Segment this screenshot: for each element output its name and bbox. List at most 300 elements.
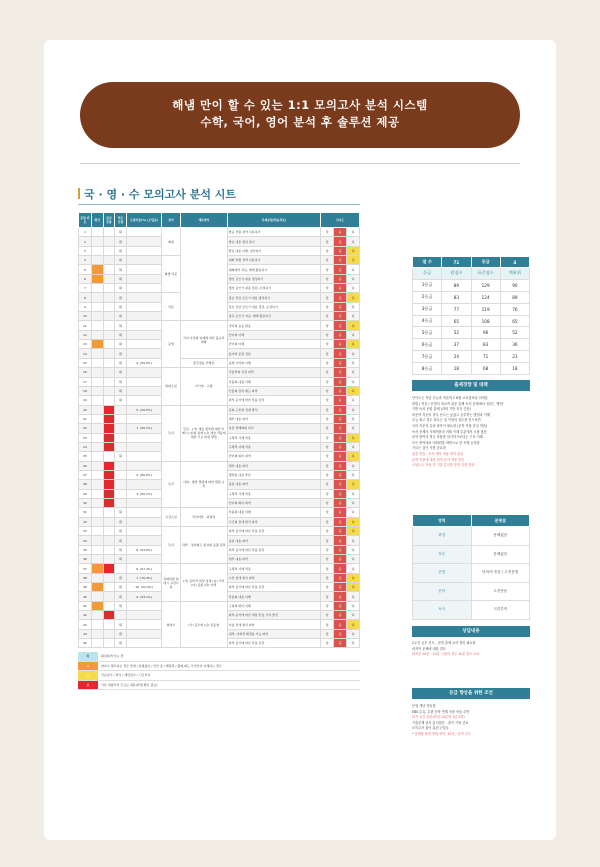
error-rate — [126, 414, 161, 423]
difficulty-low: 하 — [347, 386, 360, 395]
legend-row — [78, 680, 360, 690]
analysis-table-header — [79, 213, 360, 228]
difficulty-low: 하 — [347, 573, 360, 582]
row-number: 27 — [79, 470, 92, 479]
difficulty-high: 상 — [321, 555, 334, 564]
error-rate — [126, 274, 161, 283]
difficulty-low: 하 — [347, 611, 360, 620]
trend-text — [412, 396, 530, 469]
difficulty-mid: 중 — [334, 340, 347, 349]
wrong-cell — [103, 498, 115, 507]
difficulty-low: 하 — [347, 470, 360, 479]
weakness-table — [412, 514, 530, 620]
check-cell — [91, 555, 103, 564]
grade-cell: 4등급 — [413, 315, 442, 327]
difficulty-mid: 중 — [334, 573, 347, 582]
sure-cell: 확 — [115, 517, 127, 526]
check-cell — [91, 358, 103, 367]
solution-line: * 문제를 풀면 방법 파악, 10문 / 문학 진도 — [412, 731, 471, 736]
area-cell: 독서 — [162, 461, 181, 508]
trend-line: 기르는 것이 가장 중요함 — [412, 446, 446, 451]
error-rate — [126, 639, 161, 648]
difficulty-high: 상 — [321, 321, 334, 330]
wrong-cell — [103, 508, 115, 517]
grade-cell: 90 — [500, 279, 529, 291]
weak-area: 독서 — [413, 601, 472, 620]
difficulty-mid: 중 — [334, 564, 347, 573]
legend-swatch: o — [78, 661, 98, 671]
grade-cell: 7등급 — [413, 351, 442, 363]
sure-cell: 확 — [115, 349, 127, 358]
difficulty-high: 상 — [321, 358, 334, 367]
subarea-cell: 작자미상 - 최현전 — [180, 508, 227, 527]
difficulty-mid: 중 — [334, 583, 347, 592]
legend-swatch: 오 — [78, 680, 98, 690]
error-rate — [126, 330, 161, 339]
row-number: 41 — [79, 601, 92, 610]
check-cell — [91, 284, 103, 293]
wrong-cell — [103, 265, 115, 274]
grade-cell: 71 — [471, 351, 500, 363]
check-cell — [91, 349, 103, 358]
table-row — [79, 405, 360, 414]
difficulty-mid: 중 — [334, 498, 347, 507]
question-type: 대화에서 자료, 매체 활용하기 — [227, 265, 321, 274]
question-type: 생성 글쓰기 내용 생성하기 — [227, 274, 321, 283]
table-row — [79, 601, 360, 610]
sure-cell: 확 — [115, 312, 127, 321]
grade-row — [413, 303, 530, 315]
difficulty-low: 하 — [347, 555, 360, 564]
error-rate — [126, 620, 161, 629]
difficulty-low: 하 — [347, 498, 360, 507]
difficulty-mid: 중 — [334, 330, 347, 339]
difficulty-low: 하 — [347, 368, 360, 377]
sure-cell: 확 — [115, 555, 127, 564]
difficulty-high: 상 — [321, 330, 334, 339]
question-type: 중세 국어의 이해 — [227, 358, 321, 367]
grade-cell: 24 — [442, 351, 471, 363]
row-number: 21 — [79, 414, 92, 423]
grade-header: 71 — [442, 257, 471, 268]
question-type: 외적 준거에 따른 작품 감상 — [227, 396, 321, 405]
row-number: 35 — [79, 545, 92, 554]
difficulty-high: 상 — [321, 573, 334, 582]
sure-cell: 확 — [115, 573, 127, 582]
trend-line: 문학 작품에 대한 외적 준거 적용 연습 — [412, 457, 465, 462]
question-type: 단어의 이해 — [227, 340, 321, 349]
difficulty-mid: 중 — [334, 629, 347, 638]
check-cell — [91, 629, 103, 638]
grade-cell: 89 — [500, 291, 529, 303]
difficulty-low: 하 — [347, 601, 360, 610]
difficulty-high: 상 — [321, 461, 334, 470]
sure-cell: 확 — [115, 340, 127, 349]
sure-cell — [115, 480, 127, 489]
check-cell — [91, 293, 103, 302]
check-cell — [91, 545, 103, 554]
check-cell — [91, 330, 103, 339]
difficulty-low: 하 — [347, 517, 360, 526]
sure-cell — [115, 611, 127, 620]
sure-cell: 확 — [115, 284, 127, 293]
wrong-cell — [103, 555, 115, 564]
sure-cell: 확 — [115, 386, 127, 395]
grade-header: 점 수 — [413, 257, 442, 268]
check-cell — [91, 377, 103, 386]
legend-label: 확실하게 아는 경 — [98, 652, 360, 661]
row-number: 37 — [79, 564, 92, 573]
difficulty-high: 상 — [321, 405, 334, 414]
grade-cell: 2등급 — [413, 291, 442, 303]
difficulty-low: 하 — [347, 321, 360, 330]
grade-table — [412, 256, 530, 375]
error-rate: 3. (60.1%) — [126, 489, 161, 498]
difficulty-high: 상 — [321, 302, 334, 311]
wrong-cell — [103, 517, 115, 526]
row-number: 31 — [79, 508, 92, 517]
difficulty-low: 하 — [347, 564, 360, 573]
sure-cell: 확 — [115, 246, 127, 255]
row-number: 15 — [79, 358, 92, 367]
wrong-cell — [103, 228, 115, 237]
table-row — [79, 564, 360, 573]
grade-cell: 52 — [500, 327, 529, 339]
difficulty-high: 상 — [321, 246, 334, 255]
difficulty-high: 상 — [321, 386, 334, 395]
solution-line: 화작 시간 훈련(화법 10분씩 1일 2회) — [412, 715, 465, 720]
check-cell — [91, 414, 103, 423]
row-number: 17 — [79, 377, 92, 386]
trend-title: 출제경향 및 대책 — [412, 380, 530, 391]
table-row — [79, 321, 360, 330]
solution-line: EBS 수특, 수완 문학 연계 작품 학습 수반 — [412, 709, 470, 714]
wrong-cell — [103, 592, 115, 601]
check-cell — [91, 433, 103, 442]
wrong-cell — [103, 564, 115, 573]
difficulty-high: 상 — [321, 452, 334, 461]
check-cell — [91, 508, 103, 517]
difficulty-mid: 중 — [334, 377, 347, 386]
difficulty-mid: 중 — [334, 639, 347, 648]
sure-cell: 확 — [115, 620, 127, 629]
difficulty-low: 하 — [347, 246, 360, 255]
area-cell: 화법 작문 — [162, 256, 181, 293]
row-number: 5 — [79, 265, 92, 274]
difficulty-low: 하 — [347, 461, 360, 470]
grade-cell: 96 — [471, 327, 500, 339]
header-cell: 문항 번호 — [79, 213, 92, 228]
difficulty-low: 하 — [347, 256, 360, 265]
difficulty-low: 하 — [347, 629, 360, 638]
difficulty-high: 상 — [321, 545, 334, 554]
error-rate — [126, 452, 161, 461]
row-number: 18 — [79, 386, 92, 395]
wrong-cell — [103, 583, 115, 592]
question-type: 외적 준거에 따른 작품 감상 — [227, 527, 321, 536]
subarea-cell: (가) 김수영 (나) 신동엽 — [180, 601, 227, 648]
difficulty-mid: 중 — [334, 620, 347, 629]
subarea-cell: 이기영 - 고향 — [180, 368, 227, 405]
difficulty-mid: 중 — [334, 461, 347, 470]
difficulty-high: 상 — [321, 480, 334, 489]
subarea-cell: 사회 - 행정 법령에 대한 법원 규칙 — [180, 461, 227, 508]
difficulty-low: 하 — [347, 452, 360, 461]
area-cell: 문법 — [162, 321, 181, 368]
question-type: 대화 상황 전략 사용하기 — [227, 256, 321, 265]
legend-table — [78, 652, 360, 690]
difficulty-low: 하 — [347, 639, 360, 648]
wrong-cell — [103, 527, 115, 536]
weak-row — [413, 564, 530, 583]
question-type: 서술상의 특징 파악 — [227, 368, 321, 377]
weak-problem: 문제없음 — [471, 545, 530, 564]
difficulty-low: 하 — [347, 237, 360, 246]
row-number: 12 — [79, 330, 92, 339]
check-cell — [91, 489, 103, 498]
difficulty-high: 상 — [321, 442, 334, 451]
trend-line: 문학 영역의 경우 작품을 암기하기보다는 구조 이해 — [412, 435, 483, 440]
sure-cell: 확 — [115, 274, 127, 283]
grade-cell: 65 — [500, 315, 529, 327]
row-number: 45 — [79, 639, 92, 648]
question-type: 발표 내용 생성 하기 — [227, 237, 321, 246]
difficulty-mid: 중 — [334, 312, 347, 321]
sure-cell: 확 — [115, 302, 127, 311]
grade-subheader-cell: 등급 — [413, 268, 442, 280]
row-number: 3 — [79, 246, 92, 255]
difficulty-mid: 중 — [334, 265, 347, 274]
check-cell — [91, 583, 103, 592]
row-number: 13 — [79, 340, 92, 349]
question-type: 외적 준거에 따른 작품 감상 — [227, 583, 321, 592]
check-cell — [91, 321, 103, 330]
difficulty-mid: 중 — [334, 368, 347, 377]
row-number: 9 — [79, 302, 92, 311]
check-cell — [91, 386, 103, 395]
difficulty-low: 하 — [347, 284, 360, 293]
difficulty-mid: 중 — [334, 489, 347, 498]
question-type: 세부 내용 파악 — [227, 555, 321, 564]
wrong-cell — [103, 274, 115, 283]
difficulty-mid: 중 — [334, 228, 347, 237]
grade-row — [413, 315, 530, 327]
grade-subheader-cell: 원점수 — [442, 268, 471, 280]
trend-line: 난이도는 작년 수능과 비슷하고 6월 교육청보다 어려움 — [412, 396, 488, 400]
check-cell — [91, 228, 103, 237]
wrong-cell — [103, 461, 115, 470]
check-cell — [91, 302, 103, 311]
difficulty-mid: 중 — [334, 414, 347, 423]
difficulty-mid: 중 — [334, 480, 347, 489]
weak-header: 문제점 — [471, 515, 530, 527]
difficulty-mid: 중 — [334, 358, 347, 367]
error-rate — [126, 265, 161, 274]
check-cell — [91, 601, 103, 610]
check-cell — [91, 424, 103, 433]
difficulty-low: 하 — [347, 349, 360, 358]
error-rate: 7. (56.1%) — [126, 424, 161, 433]
error-rate — [126, 321, 161, 330]
difficulty-low: 하 — [347, 274, 360, 283]
title-underline — [78, 204, 360, 205]
difficulty-low: 하 — [347, 480, 360, 489]
row-number: 22 — [79, 424, 92, 433]
subarea-cell — [180, 228, 227, 321]
difficulty-mid: 중 — [334, 405, 347, 414]
sure-cell: 확 — [115, 629, 127, 638]
error-rate — [126, 237, 161, 246]
wrong-cell — [103, 470, 115, 479]
sure-cell: 확 — [115, 293, 127, 302]
legend-label: 기본 개념부터 모르는 내용(학생 확인 필요) — [98, 680, 360, 690]
row-number: 33 — [79, 527, 92, 536]
header-banner — [80, 82, 520, 148]
check-cell — [91, 527, 103, 536]
difficulty-mid: 중 — [334, 246, 347, 255]
question-type: 중심 내용 파악 — [227, 536, 321, 545]
difficulty-mid: 중 — [334, 321, 347, 330]
row-number: 24 — [79, 442, 92, 451]
sure-cell — [115, 470, 127, 479]
check-cell — [91, 564, 103, 573]
trend-line: 수능 최고 점수 외우는 것 이상의 점수를 얻으려면 — [412, 418, 481, 423]
wrong-cell — [103, 629, 115, 638]
question-type: 구체적 사례 적용 — [227, 564, 321, 573]
question-type: 단어의 의미 파악 — [227, 498, 321, 507]
question-type: 외적 준거에 따른 작품 감상 — [227, 545, 321, 554]
table-row — [79, 461, 360, 470]
check-cell — [91, 256, 103, 265]
trend-line: 오답노트 작성 및 기출 분석을 통한 실력 향상 — [412, 463, 475, 468]
wrong-cell — [103, 256, 115, 265]
check-cell — [91, 237, 103, 246]
grade-cell: 76 — [500, 303, 529, 315]
question-type: 중심 내용 파악 — [227, 480, 321, 489]
sure-cell — [115, 414, 127, 423]
weak-problem: 고전산문 — [471, 582, 530, 601]
table-row — [79, 228, 360, 237]
question-type: 설득 글쓰기 자료, 매체 활용하기 — [227, 312, 321, 321]
wrong-cell — [103, 358, 115, 367]
grade-subheader-cell: 백분위 — [500, 268, 529, 280]
difficulty-low: 하 — [347, 545, 360, 554]
header-cell: 찍은 문항 — [115, 213, 127, 228]
row-number: 14 — [79, 349, 92, 358]
difficulty-mid: 중 — [334, 424, 347, 433]
wrong-cell — [103, 246, 115, 255]
difficulty-mid: 중 — [334, 592, 347, 601]
difficulty-high: 상 — [321, 583, 334, 592]
check-cell — [91, 470, 103, 479]
grade-cell: 68 — [471, 363, 500, 375]
weak-header: 영역 — [413, 515, 472, 527]
wrong-cell — [103, 330, 115, 339]
grade-cell: 18 — [442, 363, 471, 375]
wrong-cell — [103, 611, 115, 620]
difficulty-low: 하 — [347, 536, 360, 545]
difficulty-mid: 중 — [334, 527, 347, 536]
wrong-cell — [103, 601, 115, 610]
error-rate — [126, 601, 161, 610]
wrong-cell — [103, 620, 115, 629]
wrong-cell — [103, 405, 115, 414]
question-type: 정보 전달 글쓰기 내용 생성하기 — [227, 293, 321, 302]
difficulty-low: 하 — [347, 377, 360, 386]
trend-line: 집중 연습 : 독서 세부 내용 파악 훈련 — [412, 451, 464, 456]
grade-subheader — [413, 268, 530, 280]
wrong-cell — [103, 489, 115, 498]
weak-area: 문학 — [413, 582, 472, 601]
difficulty-high: 상 — [321, 639, 334, 648]
wrong-cell — [103, 424, 115, 433]
sure-cell: 확 — [115, 592, 127, 601]
weak-row — [413, 582, 530, 601]
sure-cell: 확 — [115, 228, 127, 237]
question-type: 정보 전달 글쓰기 내용 점검, 조정하기 — [227, 302, 321, 311]
weak-area: 문법 — [413, 564, 472, 583]
question-type: 작품의 내용 이해 — [227, 592, 321, 601]
grade-cell: 3등급 — [413, 303, 442, 315]
error-rate: 6. (57.4%) — [126, 564, 161, 573]
question-type: 시간의 전개 방식 파악 — [227, 517, 321, 526]
difficulty-low: 하 — [347, 396, 360, 405]
area-cell: 갈래복합 현대시 고전수필 — [162, 564, 181, 601]
wrong-cell — [103, 368, 115, 377]
subarea-cell: 과학 - 정지궤도 위성의 송출 원리 — [180, 527, 227, 564]
row-number: 20 — [79, 405, 92, 414]
weak-row — [413, 601, 530, 620]
error-rate — [126, 498, 161, 507]
difficulty-mid: 중 — [334, 274, 347, 283]
row-number: 28 — [79, 480, 92, 489]
grade-cell: 18 — [500, 363, 529, 375]
subarea-cell: (가) 문학적 대상 설명 (나) 기억 (다) 김종 (라) 이백 — [180, 564, 227, 601]
question-type: 단어의 의미 파악 — [227, 452, 321, 461]
sure-cell: 확 — [115, 601, 127, 610]
question-type: 세부 내용 파악 — [227, 414, 321, 423]
sure-cell: 확 — [115, 321, 127, 330]
check-cell — [91, 498, 103, 507]
grade-cell: 124 — [471, 291, 500, 303]
wrong-cell — [103, 452, 115, 461]
row-number: 2 — [79, 237, 92, 246]
check-cell — [91, 573, 103, 582]
consult-title: 상담내용 — [412, 626, 530, 637]
difficulty-high: 상 — [321, 274, 334, 283]
grade-cell: 1등급 — [413, 279, 442, 291]
area-cell: 독서 — [162, 527, 181, 564]
wrong-cell — [103, 321, 115, 330]
legend-label: 단순실수 / 착각 / 계산실수 / 시간부족 — [98, 671, 360, 681]
difficulty-low: 하 — [347, 312, 360, 321]
grade-cell: 65 — [442, 315, 471, 327]
error-rate: 6. (53.6%) — [126, 545, 161, 554]
area-cell: 현대시 — [162, 601, 181, 648]
difficulty-low: 하 — [347, 489, 360, 498]
wrong-cell — [103, 536, 115, 545]
difficulty-high: 상 — [321, 611, 334, 620]
check-cell — [91, 265, 103, 274]
difficulty-low: 하 — [347, 442, 360, 451]
area-cell: 고전소설 — [162, 508, 181, 527]
check-cell — [91, 480, 103, 489]
check-cell — [91, 592, 103, 601]
consult-line: 화작문 20문 - 10분 시험의 경우 10분 정도 소요 — [412, 652, 480, 657]
legend-row — [78, 652, 360, 661]
question-type: 단어의 이해 — [227, 330, 321, 339]
difficulty-low: 하 — [347, 340, 360, 349]
